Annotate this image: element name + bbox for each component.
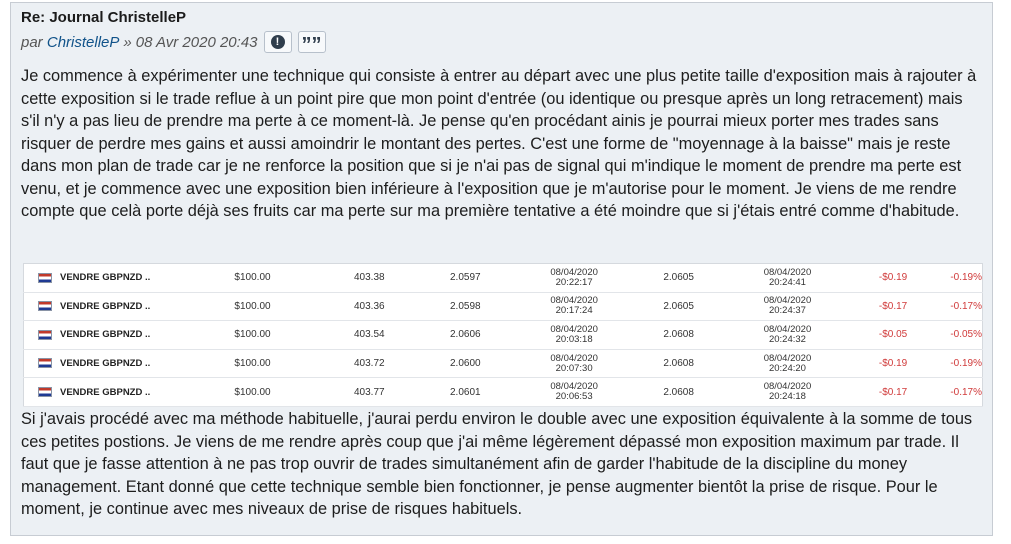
trade-amount: $100.00: [205, 264, 288, 293]
trade-close-datetime: [694, 321, 811, 350]
flag-icon: [38, 273, 52, 283]
trade-action-cell: [24, 321, 206, 350]
trade-open-time: 20:22:17: [555, 276, 593, 288]
trade-close-datetime: [694, 378, 811, 407]
trade-amount: $100.00: [205, 349, 288, 378]
post-date: 08 Avr 2020 20:43: [135, 33, 258, 51]
trade-pl-percent: -0.17%: [907, 378, 982, 407]
by-label: par: [21, 33, 43, 51]
trade-action-cell: [24, 378, 206, 407]
trade-amount: $100.00: [205, 378, 288, 407]
trade-amount: $100.00: [205, 321, 288, 350]
post-title[interactable]: Re: Journal ChristelleP: [21, 9, 187, 26]
trade-action-cell: [24, 292, 206, 321]
trade-open-datetime: [481, 378, 598, 407]
separator: »: [123, 33, 132, 51]
trade-open-datetime: [481, 264, 598, 293]
flag-icon: [38, 387, 52, 397]
trade-close-date: 08/04/2020: [763, 352, 812, 364]
forum-post: [10, 2, 993, 536]
trade-close-date: 08/04/2020: [763, 295, 812, 307]
trade-close-date: 08/04/2020: [763, 323, 812, 335]
trade-open-date: 08/04/2020: [550, 381, 598, 393]
trade-close-datetime: [694, 264, 811, 293]
flag-icon: [38, 301, 52, 311]
trade-close-date: 08/04/2020: [763, 381, 812, 393]
trade-units: 403.38: [289, 264, 385, 293]
table-row: [24, 378, 983, 407]
report-button[interactable]: [264, 31, 292, 53]
post-paragraph-2: Si j'avais procédé avec ma méthode habituelle, j'aurai perdu environ le double avec une exposition équivalente à la somme de tous ces petites postions. Je viens de me rendre après coup que j'ai même légèrement dépassé mon exposition maximum par trade. Il faut que je fasse attention à ne pas trop ouvrir de trades simultanément afin de garder l'habitude de la discipline du money management. Etant donné que cette technique semble bien fonctionner, je pense augmenter bientôt la prise de risque. Pour le moment, je continue avec mes niveaux de prise de risques habituels.: [21, 410, 973, 518]
quote-button[interactable]: [298, 31, 326, 56]
trade-action: VENDRE GBPNZD ..: [60, 358, 151, 370]
trade-open-price: 2.0606: [385, 321, 481, 350]
trade-close-price: 2.0608: [598, 321, 694, 350]
trade-amount: $100.00: [205, 292, 288, 321]
trade-action-cell: [24, 349, 206, 378]
table-row: [24, 264, 983, 293]
author-link[interactable]: ChristelleP: [46, 33, 120, 51]
trade-pl: -$0.19: [811, 349, 907, 378]
report-icon: !: [271, 35, 285, 49]
trade-close-time: 20:24:37: [768, 305, 806, 317]
trade-action-cell: [24, 264, 206, 293]
trade-close-time: 20:24:41: [768, 276, 806, 288]
trade-open-time: 20:17:24: [555, 305, 593, 317]
trade-open-date: 08/04/2020: [550, 352, 598, 364]
post-meta: [21, 31, 326, 56]
trade-open-price: 2.0600: [385, 349, 481, 378]
trade-action: VENDRE GBPNZD ..: [60, 386, 151, 398]
trade-pl: -$0.17: [811, 292, 907, 321]
trade-open-price: 2.0597: [385, 264, 481, 293]
trades-table: [23, 263, 983, 407]
trade-close-datetime: [694, 292, 811, 321]
trade-close-price: 2.0605: [598, 292, 694, 321]
trade-units: 403.77: [289, 378, 385, 407]
trade-action: VENDRE GBPNZD ..: [60, 329, 151, 341]
trade-open-time: 20:03:18: [555, 333, 593, 345]
table-row: [24, 349, 983, 378]
flag-icon: [38, 358, 52, 368]
trade-close-price: 2.0608: [598, 349, 694, 378]
trade-close-datetime: [694, 349, 811, 378]
flag-icon: [38, 330, 52, 340]
trade-pl-percent: -0.19%: [907, 264, 982, 293]
trade-close-time: 20:24:32: [768, 333, 806, 345]
trade-units: 403.54: [289, 321, 385, 350]
post-paragraph-1: Je commence à expérimenter une technique qui consiste à entrer au départ avec une plus petite taille d'exposition mais à rajouter à cette exposition si le trade reflue à un point pire que mon point d'entrée (ou identique ou presque après un long retracement) mais s'il n'y a pas lieu de prendre ma perte à ce moment-là. Je pense qu'en procédant ainis je pourrai mieux porter mes trades sans risquer de perdre mes gains et aussi amoindrir le montant des pertes. C'est une forme de "moyennage à la baisse" mais je reste dans mon plan de trade car je ne renforce la position que si je n'ai pas de signal qui m'indique le moment de prendre ma perte est venu, et je commence avec une exposition bien inférieure à l'exposition que je m'autorise pour le moment. Je viens de me rendre compte que celà porte déjà ses fruits car ma perte sur ma première tentative a été moindre que si j'étais entré comme d'habitude.: [21, 67, 977, 220]
table-row: [24, 292, 983, 321]
trade-pl-percent: -0.05%: [907, 321, 982, 350]
trade-open-date: 08/04/2020: [550, 295, 598, 307]
trade-action: VENDRE GBPNZD ..: [60, 272, 151, 284]
trade-units: 403.72: [289, 349, 385, 378]
trade-open-datetime: [481, 321, 598, 350]
trade-pl-percent: -0.17%: [907, 292, 982, 321]
trade-close-price: 2.0608: [598, 378, 694, 407]
trade-pl-percent: -0.19%: [907, 349, 982, 378]
trade-open-date: 08/04/2020: [550, 266, 598, 278]
trade-close-time: 20:24:18: [768, 391, 806, 403]
trade-open-datetime: [481, 292, 598, 321]
quote-icon: ””: [301, 34, 322, 56]
trade-close-price: 2.0605: [598, 264, 694, 293]
trade-open-date: 08/04/2020: [550, 323, 598, 335]
trade-action: VENDRE GBPNZD ..: [60, 300, 151, 312]
trade-open-price: 2.0601: [385, 378, 481, 407]
trade-open-time: 20:06:53: [555, 391, 593, 403]
trade-pl: -$0.05: [811, 321, 907, 350]
trade-open-price: 2.0598: [385, 292, 481, 321]
table-row: [24, 321, 983, 350]
trade-open-datetime: [481, 349, 598, 378]
trade-open-time: 20:07:30: [555, 362, 593, 374]
trade-pl: -$0.17: [811, 378, 907, 407]
trade-close-date: 08/04/2020: [763, 266, 812, 278]
trade-pl: -$0.19: [811, 264, 907, 293]
trade-units: 403.36: [289, 292, 385, 321]
trade-close-time: 20:24:20: [768, 362, 806, 374]
